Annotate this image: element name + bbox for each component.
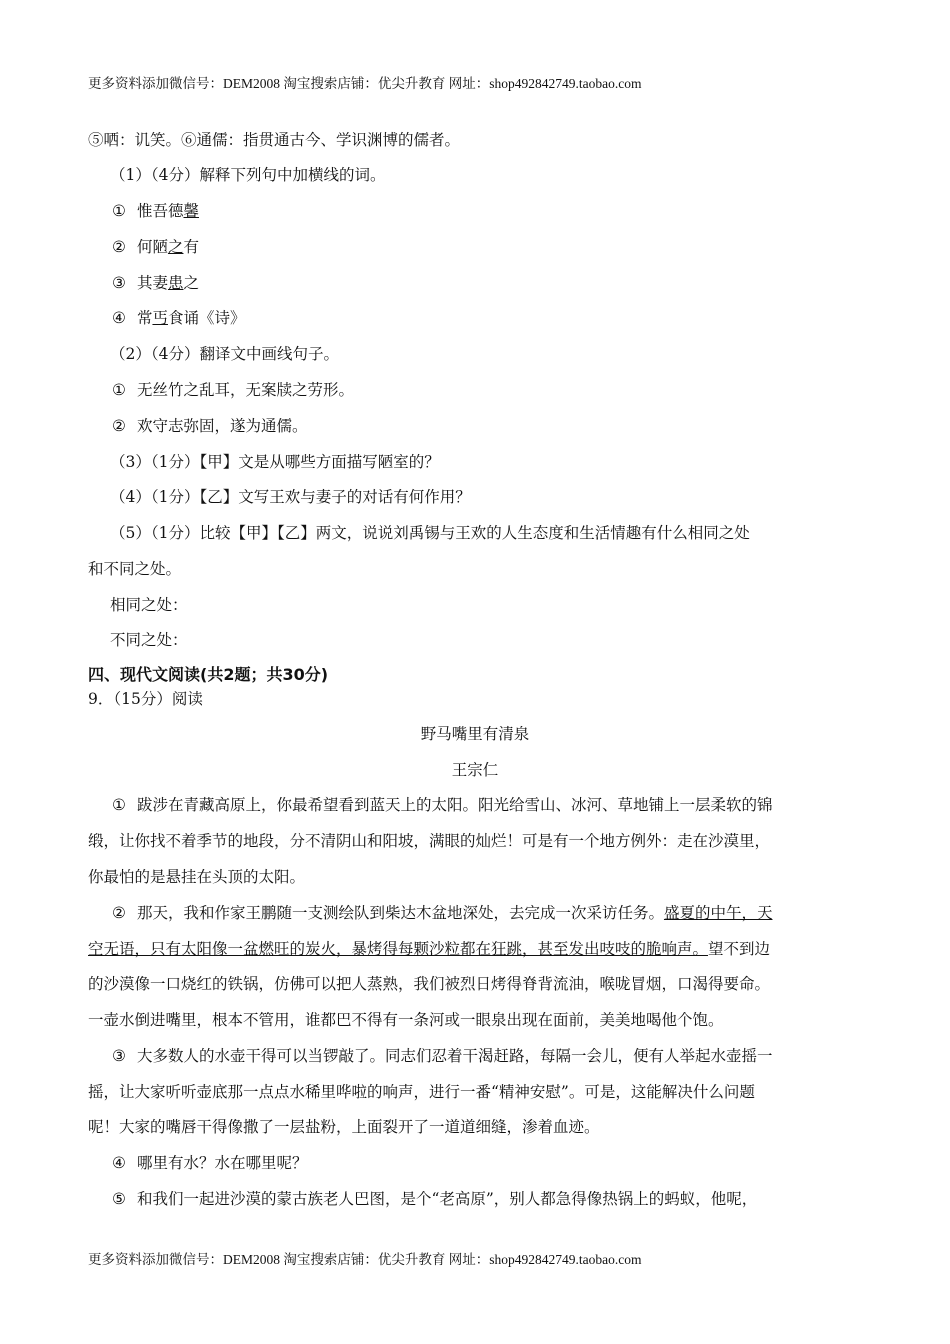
question-5-line-1: （5）（1分）比较【甲】【乙】两文，说说刘禹锡与王欢的人生态度和生活情趣有什么相同之处 (110, 524, 750, 542)
paragraph-marker: ② (112, 904, 126, 922)
item-marker: ③ (112, 274, 126, 292)
section-heading: 四、现代文阅读(共2题；共30分) (88, 665, 329, 684)
paragraph-marker: ⑤ (112, 1190, 126, 1208)
page-header: 更多资料添加微信号：DEM2008 淘宝搜索店铺：优尖升教育 网址：shop492842749.taobao.com (88, 76, 642, 91)
underlined-word: 丐 (152, 309, 168, 327)
paragraph-line: 的沙漠像一口烧红的铁锅，仿佛可以把人蒸熟，我们被烈日烤得脊背流油，喉咙冒烟，口渴得要命。 (88, 975, 771, 993)
paragraph-marker: ① (112, 796, 126, 814)
question-2-item: ① 无丝竹之乱耳，无案牍之劳形。 (112, 381, 354, 399)
question-3: （3）（1分）【甲】文是从哪些方面描写陋室的？ (110, 453, 440, 471)
question-2-stem: （2）（4分）翻译文中画线句子。 (110, 345, 339, 363)
item-marker: ① (112, 381, 126, 399)
item-marker: ② (112, 417, 126, 435)
question-1-item: ④ 常丐食诵《诗》 (112, 309, 246, 327)
question-1-item: ② 何陋之有 (112, 238, 199, 256)
question-2-item: ② 欢守志弥固，遂为通儒。 (112, 417, 308, 435)
underlined-sentence: 盛夏的中午，天 (663, 904, 773, 922)
article-title: 野马嘴里有清泉 (420, 725, 530, 743)
paragraph-line: 一壶水倒进嘴里，根本不管用，谁都巴不得有一条河或一眼泉出现在面前，美美地喝他个饱。 (88, 1011, 724, 1029)
article-author: 王宗仁 (451, 761, 499, 779)
question-1-item: ① 惟吾德馨 (112, 202, 199, 220)
paragraph-line: 摇，让大家听听壶底那一点点水稀里哗啦的响声，进行一番“精神安慰”。可是，这能解决什么问题 (88, 1083, 755, 1101)
paragraph-line: 呢！大家的嘴唇干得像撒了一层盐粉，上面裂开了一道道细缝，渗着血迹。 (88, 1118, 600, 1136)
paragraph-line: ④ 哪里有水？水在哪里呢？ (112, 1154, 308, 1172)
paragraph-line: ⑤ 和我们一起进沙漠的蒙古族老人巴图，是个“老高原”，别人都急得像热锅上的蚂蚁，他呢， (112, 1190, 758, 1208)
paragraph-marker: ③ (112, 1047, 126, 1065)
question-5-line-2: 和不同之处。 (88, 560, 182, 578)
page-footer: 更多资料添加微信号：DEM2008 淘宝搜索店铺：优尖升教育 网址：shop492842749.taobao.com (88, 1252, 642, 1267)
paragraph-line: ① 跋涉在青藏高原上，你最希望看到蓝天上的太阳。阳光给雪山、冰河、草地铺上一层柔软的锦 (112, 796, 773, 814)
answer-diff-label: 不同之处： (110, 631, 188, 649)
underlined-word: 患 (167, 274, 184, 292)
question-4: （4）（1分）【乙】文写王欢与妻子的对话有何作用？ (110, 488, 471, 506)
paragraph-line: 空无语，只有太阳像一盆燃旺的炭火，暴烤得每颗沙粒都在狂跳，甚至发出吱吱的脆响声。望不到边 (88, 940, 771, 958)
underlined-word: 馨 (183, 202, 199, 220)
underlined-word: 之 (167, 238, 184, 256)
answer-same-label: 相同之处： (110, 596, 188, 614)
paragraph-line: ③ 大多数人的水壶干得可以当锣敲了。同志们忍着干渴赶路，每隔一会儿，便有人举起水壶摇一 (112, 1047, 773, 1065)
item-marker: ② (112, 238, 126, 256)
paragraph-line: 你最怕的是悬挂在头顶的太阳。 (88, 868, 306, 886)
question-9-stem: 9．（15分）阅读 (88, 690, 203, 708)
item-marker: ① (112, 202, 126, 220)
underlined-sentence: 空无语，只有太阳像一盆燃旺的炭火，暴烤得每颗沙粒都在狂跳，甚至发出吱吱的脆响声。 (88, 940, 709, 958)
annotation-notes: ⑤哂：讥笑。⑥通儒：指贯通古今、学识渊博的儒者。 (88, 131, 461, 149)
question-1-item: ③ 其妻患之 (112, 274, 199, 292)
paragraph-line: 缎，让你找不着季节的地段，分不清阴山和阳坡，满眼的灿烂！可是有一个地方例外：走在沙漠里， (88, 832, 771, 850)
question-1-stem: （1）（4分）解释下列句中加横线的词。 (110, 166, 386, 184)
item-marker: ④ (112, 309, 126, 327)
paragraph-line: ② 那天，我和作家王鹏随一支测绘队到柴达木盆地深处，去完成一次采访任务。盛夏的中午，天 (112, 904, 773, 922)
paragraph-marker: ④ (112, 1154, 126, 1172)
